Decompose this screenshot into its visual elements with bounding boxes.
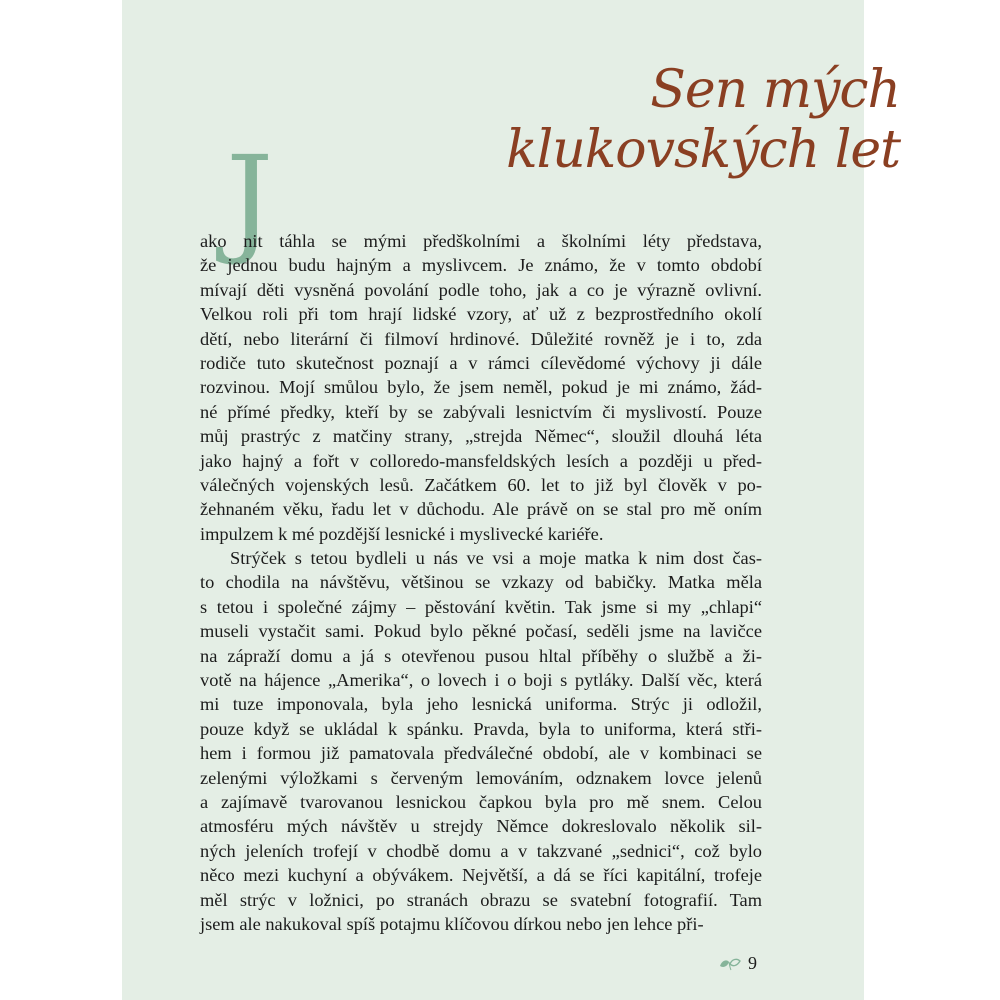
text-line: na zápraží domu a já s otevřenou pusou hltal příběhy o službě a ži-	[200, 645, 762, 666]
leaf-ornament-icon	[718, 957, 742, 971]
text-line: to chodila na návštěvu, většinou se vzkazy od babičky. Matka měla	[200, 572, 762, 593]
text-line: né přímé předky, kteří by se zabývali lesnictvím či myslivostí. Pouze	[200, 401, 762, 422]
text-line: hem i formou již pamatovala předválečné období, ale v kombinaci se	[200, 743, 762, 764]
text-line: ako nit táhla se mými předškolními a školními léty představa,	[200, 231, 762, 251]
chapter-title	[506, 60, 900, 180]
text-line: ných jeleních trofejí v chodbě domu a v takzvané „sednici“, což bylo	[200, 840, 762, 861]
text-line: rodiče tuto skutečnost poznají a v rámci cílevědomé výchovy ji dále	[200, 352, 762, 373]
page-number: 9	[748, 953, 757, 973]
text-line: mívají děti vysněná povolání podle toho, jak a co je výrazně ovlivní.	[200, 279, 762, 300]
text-line: žehnaném věku, řadu let v důchodu. Ale právě on se stal pro mě oním	[200, 499, 762, 520]
text-line: zelenými výložkami s červeným lemováním, odznakem lovce jelenů	[200, 767, 762, 788]
text-line: Strýček s tetou bydleli u nás ve vsi a moje matka k nim dost čas-	[230, 548, 762, 569]
text-line: můj prastrýc z matčiny strany, „strejda Němec“, sloužil dlouhá léta	[200, 426, 762, 447]
text-line: s tetou i společné zájmy – pěstování květin. Tak jsme si my „chlapi“	[200, 596, 762, 617]
chapter-title-line-1: Sen mých	[650, 60, 900, 120]
text-line: votě na hájence „Amerika“, o lovech i o boji s pytláky. Další věc, která	[200, 670, 762, 691]
text-line: válečných vojenských lesů. Začátkem 60. let to již byl člověk v po-	[200, 474, 762, 495]
drop-cap: J	[226, 130, 274, 268]
text-line: pouze když se ukládal k spánku. Pravda, byla to uniforma, která stři-	[200, 718, 762, 739]
text-line: atmosféru mých návštěv u strejdy Němce dokreslovalo několik sil-	[200, 816, 762, 837]
text-line: měl strýc v ložnici, po stranách obrazu se svatební fotografií. Tam	[200, 889, 762, 910]
text-line: jsem ale nakukoval spíš potajmu klíčovou dírkou nebo jen lehce při-	[200, 913, 704, 934]
body-text	[200, 229, 762, 936]
page-footer	[718, 953, 757, 974]
text-line: a zajímavě tvarovanou lesnickou čapkou byla pro mě snem. Celou	[200, 791, 762, 812]
text-line: mi tuze imponovala, byla jeho lesnická uniforma. Strýc ji odložil,	[200, 694, 762, 715]
text-line: Velkou roli při tom hrají lidské vzory, ať už z bezprostředního okolí	[200, 304, 762, 325]
text-line: něco mezi kuchyní a obývákem. Největší, a dá se říci kapitální, trofeje	[200, 865, 762, 886]
text-line: rozvinou. Mojí smůlou bylo, že jsem neměl, pokud je mi známo, žád-	[200, 377, 762, 398]
text-line: že jednou budu hajným a myslivcem. Je známo, že v tomto období	[200, 255, 762, 276]
text-line: dětí, nebo literární či filmoví hrdinové. Důležité rovněž je i to, zda	[200, 328, 762, 349]
text-line: jako hajný a fořt v colloredo-mansfeldských lesích a později u před-	[200, 450, 762, 471]
text-line: impulzem k mé pozdější lesnické i myslivecké kariéře.	[200, 523, 604, 544]
text-line: museli vystačit sami. Pokud bylo pěkné počasí, seděli jsme na lavičce	[200, 621, 762, 642]
chapter-title-line-2: klukovských let	[506, 120, 900, 180]
